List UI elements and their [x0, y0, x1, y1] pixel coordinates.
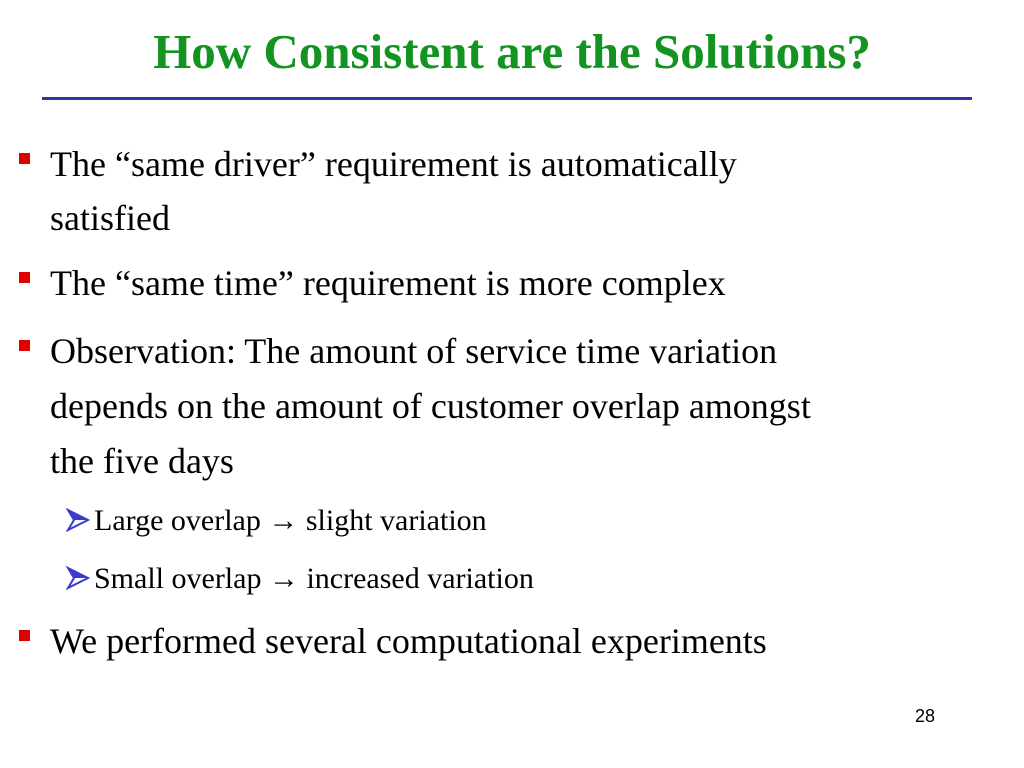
- square-bullet-icon: [19, 153, 30, 164]
- arrowhead-bullet-icon: [66, 566, 90, 590]
- sub-bullet-1: Large overlap → slight variation: [94, 504, 487, 537]
- bullet-3-line-1: Observation: The amount of service time variation: [50, 331, 778, 371]
- bullet-4-line-1: We performed several computational experiments: [50, 621, 767, 661]
- bullet-3-line-2: depends on the amount of customer overlap amongst: [50, 386, 811, 426]
- arrowhead-bullet-icon: [66, 508, 90, 532]
- bullet-3-line-3: the five days: [50, 441, 234, 481]
- sub-bullet-2: Small overlap → increased variation: [94, 562, 534, 595]
- bullet-1-line-2: satisfied: [50, 198, 170, 238]
- square-bullet-icon: [19, 272, 30, 283]
- page-number: 28: [914, 706, 936, 726]
- square-bullet-icon: [19, 340, 30, 351]
- bullet-1-line-1: The “same driver” requirement is automatically: [50, 144, 737, 184]
- square-bullet-icon: [19, 630, 30, 641]
- bullet-2-line-1: The “same time” requirement is more complex: [50, 263, 726, 303]
- slide-title: How Consistent are the Solutions?: [153, 24, 871, 79]
